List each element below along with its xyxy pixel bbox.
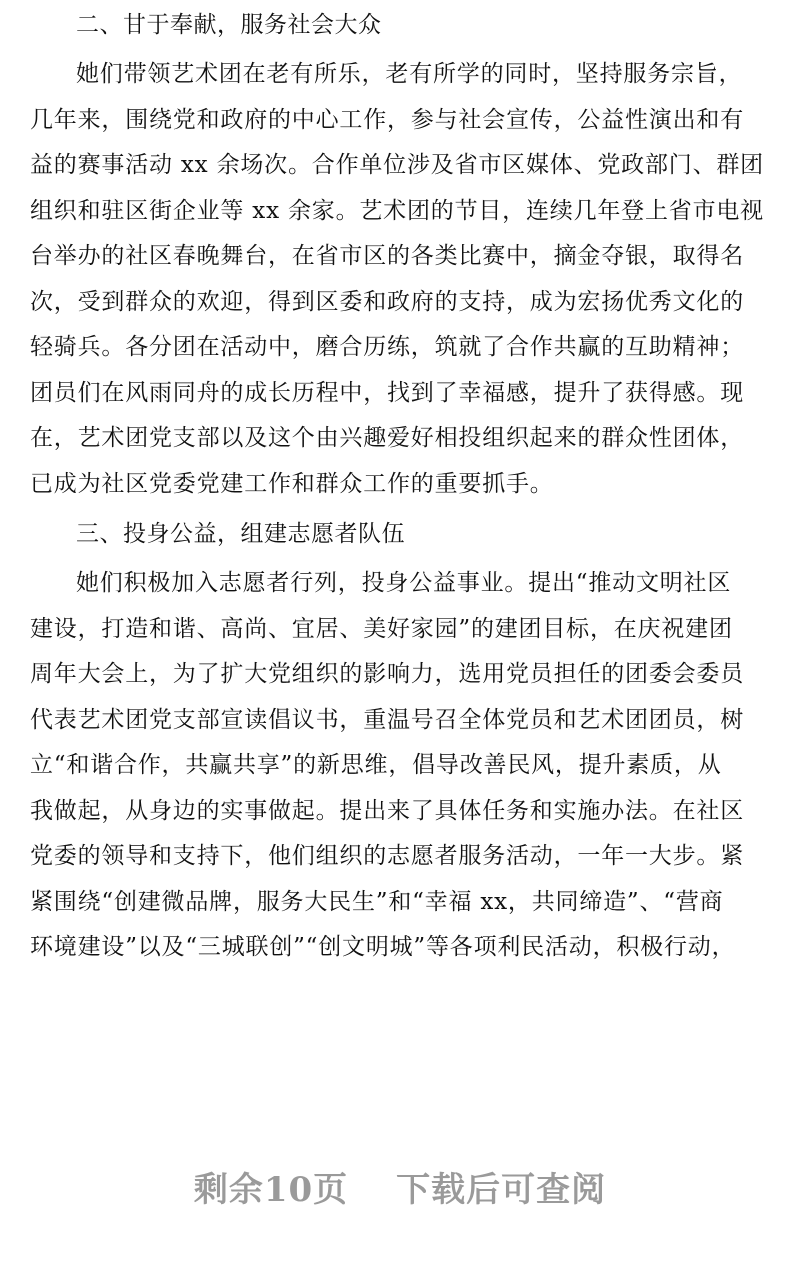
paragraph-line: 紧围绕“创建微品牌，服务大民生”和“幸福 xx，共同缔造”、“营商 xyxy=(30,888,724,915)
paragraph-line: 我做起，从身边的实事做起。提出来了具体任务和实施办法。在社区 xyxy=(30,797,744,824)
paragraph-line: 次，受到群众的欢迎，得到区委和政府的支持，成为宏扬优秀文化的 xyxy=(30,288,744,315)
paragraph-line: 党委的领导和支持下，他们组织的志愿者服务活动，一年一大步。紧 xyxy=(30,843,744,869)
paragraph-line: 立“和谐合作，共赢共享”的新思维，倡导改善民风，提升素质，从 xyxy=(30,752,722,778)
paragraph-line: 她们带领艺术团在老有所乐，老有所学的同时，坚持服务宗旨， xyxy=(76,61,743,87)
section-paragraph-3 xyxy=(30,561,778,971)
paragraph-line: 台举办的社区春晚舞台，在省市区的各类比赛中，摘金夺银，取得名 xyxy=(30,243,744,269)
section-heading-2: 二、甘于奉献，服务社会大众 xyxy=(76,12,382,38)
paragraph-line: 她们积极加入志愿者行列，投身公益事业。提出“推动文明社区 xyxy=(76,570,732,596)
paragraph-line: 已成为社区党委党建工作和群众工作的重要抓手。 xyxy=(30,470,554,497)
paragraph-line: 轻骑兵。各分团在活动中，磨合历练，筑就了合作共赢的互助精神； xyxy=(30,334,744,360)
paragraph-line: 益的赛事活动 xx 余场次。合作单位涉及省市区媒体、党政部门、群团 xyxy=(30,152,764,178)
section-paragraph-2 xyxy=(30,52,778,507)
paragraph-line: 建设，打造和谐、高尚、宜居、美好家园”的建团目标，在庆祝建团 xyxy=(30,615,733,642)
paragraph-line: 几年来，围绕党和政府的中心工作，参与社会宣传，公益性演出和有 xyxy=(30,106,744,133)
paragraph-line: 团员们在风雨同舟的成长历程中，找到了幸福感，提升了获得感。现 xyxy=(30,379,744,406)
paragraph-line: 组织和驻区街企业等 xx 余家。艺术团的节目，连续几年登上省市电视 xyxy=(30,197,764,224)
paragraph-line: 周年大会上，为了扩大党组织的影响力，选用党员担任的团委会委员 xyxy=(30,661,744,687)
paragraph-line: 环境建设”以及“三城联创”“创文明城”等各项利民活动，积极行动， xyxy=(30,934,736,960)
download-to-view-text[interactable]: 下载后可查阅 xyxy=(396,1170,607,1210)
document-body xyxy=(30,4,778,977)
download-prompt-banner[interactable] xyxy=(0,1162,800,1211)
paragraph-line: 在，艺术团党支部以及这个由兴趣爱好相投组织起来的群众性团体， xyxy=(30,425,744,451)
paragraph-line: 代表艺术团党支部宣读倡议书，重温号召全体党员和艺术团团员，树 xyxy=(30,706,744,733)
remaining-pages-text[interactable]: 剩余10页 xyxy=(193,1170,349,1210)
section-heading-3: 三、投身公益，组建志愿者队伍 xyxy=(76,521,405,547)
